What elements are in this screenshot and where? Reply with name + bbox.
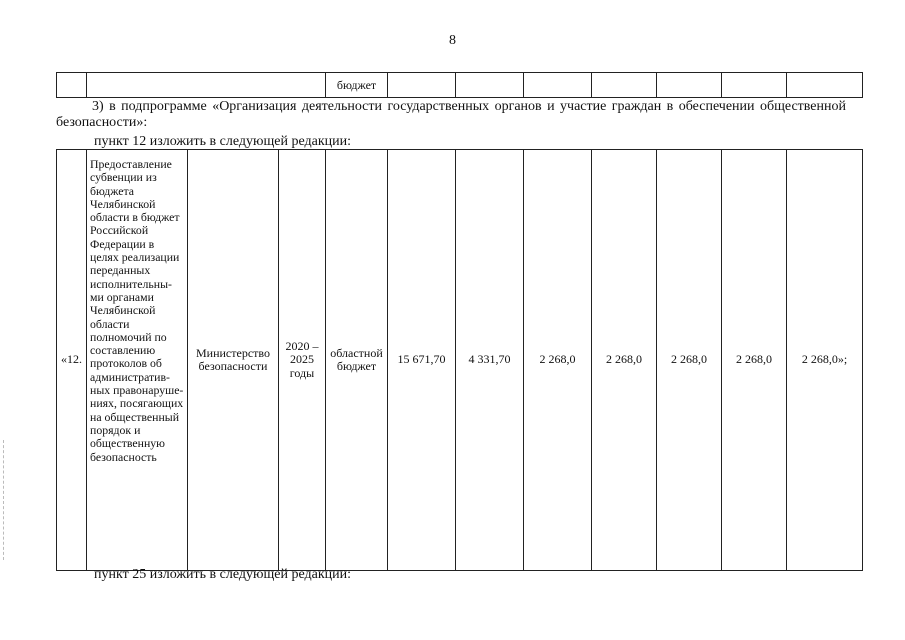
- value-2020: 4 331,70: [456, 150, 524, 571]
- value-2025: 2 268,0»;: [787, 150, 863, 571]
- item-25-intro: пункт 25 изложить в следующей редакции:: [94, 567, 351, 582]
- table-cell: [722, 73, 787, 98]
- row-source: областной бюджет: [326, 150, 388, 571]
- value-2021: 2 268,0: [524, 150, 592, 571]
- value-total: 15 671,70: [388, 150, 456, 571]
- table-cell: [592, 73, 657, 98]
- value-2022: 2 268,0: [592, 150, 657, 571]
- table-cell: [456, 73, 524, 98]
- table-cell: [388, 73, 456, 98]
- item-12-intro: пункт 12 изложить в следующей редакции:: [94, 134, 351, 149]
- scan-margin-mark: [3, 440, 4, 560]
- table-cell-budget: бюджет: [326, 73, 388, 98]
- value-2023: 2 268,0: [657, 150, 722, 571]
- subprogram-paragraph: 3) в подпрограмме «Организация деятельности государственных органов и участие граждан в обеспечении общественной безопасности»:: [56, 99, 846, 130]
- row-number: «12.: [57, 150, 87, 571]
- row-description: Предоставление субвенции из бюджета Челябинской области в бюджет Российской Федерации в целях реализации переданных исполнительны- ми органами Челябинской области полномочий по составлению протоколов об административ- ных правонаруше- ниях, посягающих на общественный порядок и общественную безопасность: [87, 150, 188, 571]
- table-row: [57, 150, 863, 571]
- table-cell: [57, 73, 87, 98]
- row-period: 2020 – 2025 годы: [279, 150, 326, 571]
- row-executor: Министерство безопасности: [188, 150, 279, 571]
- table-cell: [524, 73, 592, 98]
- table-row: [57, 73, 863, 98]
- page-number: 8: [449, 33, 456, 48]
- table-item-12: [56, 149, 863, 571]
- table-cell: [787, 73, 863, 98]
- table-continuation: [56, 72, 863, 98]
- table-cell: [87, 73, 326, 98]
- table-cell: [657, 73, 722, 98]
- value-2024: 2 268,0: [722, 150, 787, 571]
